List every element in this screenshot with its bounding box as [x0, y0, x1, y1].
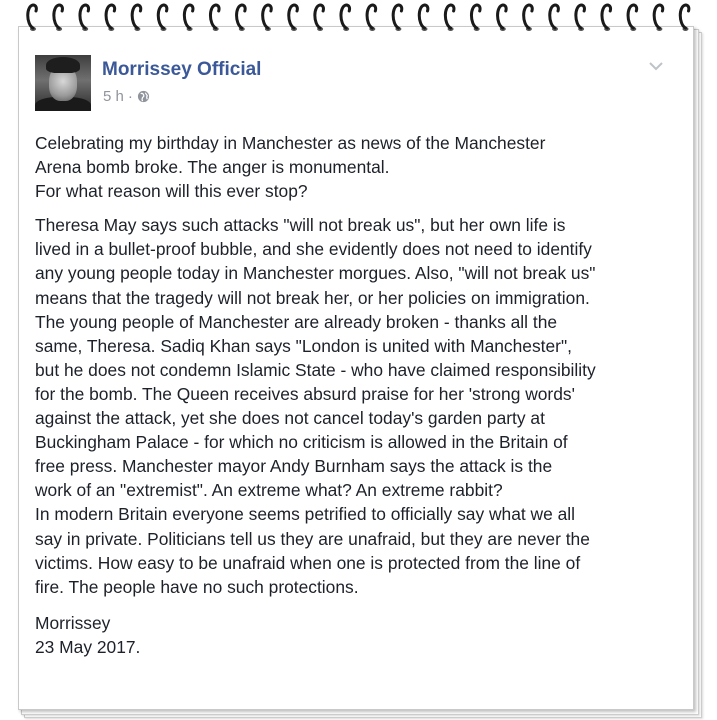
spiral-ring — [289, 5, 298, 31]
spiral-ring — [393, 5, 402, 31]
spiral-ring — [445, 5, 454, 31]
post-card — [18, 26, 694, 710]
spiral-ring — [602, 5, 611, 31]
spiral-ring — [471, 5, 480, 31]
spiral-ring — [524, 5, 533, 31]
spiral-ring — [263, 5, 272, 31]
signature-name: Morrissey — [35, 612, 111, 633]
spiral-ring — [576, 5, 585, 31]
spiral-ring — [210, 5, 219, 31]
avatar[interactable] — [35, 55, 91, 111]
spiral-ring — [498, 5, 507, 31]
author-name[interactable]: Morrissey Official — [102, 59, 262, 80]
spiral-ring — [315, 5, 324, 31]
signature-date: 23 May 2017. — [35, 636, 141, 657]
chevron-down-icon[interactable] — [649, 61, 663, 71]
spiral-ring — [341, 5, 350, 31]
spiral-ring — [654, 5, 663, 31]
spiral-ring — [158, 5, 167, 31]
spiral-ring — [54, 5, 63, 31]
spiral-ring — [237, 5, 246, 31]
spiral-ring — [184, 5, 193, 31]
post-signature — [35, 611, 675, 659]
meta-separator: · — [127, 88, 133, 105]
spiral-ring — [550, 5, 559, 31]
post-paragraph: Theresa May says such attacks "will not break us", but her own life is lived in a bullet-proof bubble, and she evidently does not need to identify any young people today in Manchester morgues. Also, "will not break us" means that the tragedy will not break her, or her policies on immigration. The young people of Manchester are already broken - thanks all the same, Theresa. Sadiq Khan says "London is united with Manchester", but he does not condemn Islamic State - who have claimed responsibility for the bomb. The Queen receives absurd praise for her 'strong words' against the attack, yet she does not cancel today's garden party at Buckingham Palace - for which no criticism is allowed in the Britain of free press. Manchester mayor Andy Burnham says the attack is the work of an "extremist". An extreme what? An extreme rabbit? In modern Britain everyone seems petrified to officially say what we all say in private. Politicians tell us they are unafraid, but they are never the victims. How easy to be unafraid when one is protected from the line of fire. The people have no such protections. — [35, 215, 596, 597]
post-body — [35, 131, 675, 659]
spiral-ring — [80, 5, 89, 31]
post-meta — [103, 88, 150, 105]
globe-icon — [137, 90, 150, 103]
spiral-ring — [628, 5, 637, 31]
spiral-ring — [680, 5, 689, 31]
spiral-ring — [132, 5, 141, 31]
post-paragraph: Celebrating my birthday in Manchester as news of the Manchester Arena bomb broke. The anger is monumental. For what reason will this ever stop? — [35, 133, 546, 202]
post-timestamp[interactable]: 5 h — [103, 88, 124, 105]
spiral-ring — [419, 5, 428, 31]
spiral-binding — [20, 2, 700, 34]
spiral-ring — [106, 5, 115, 31]
spiral-ring — [367, 5, 376, 31]
spiral-ring — [28, 5, 37, 31]
